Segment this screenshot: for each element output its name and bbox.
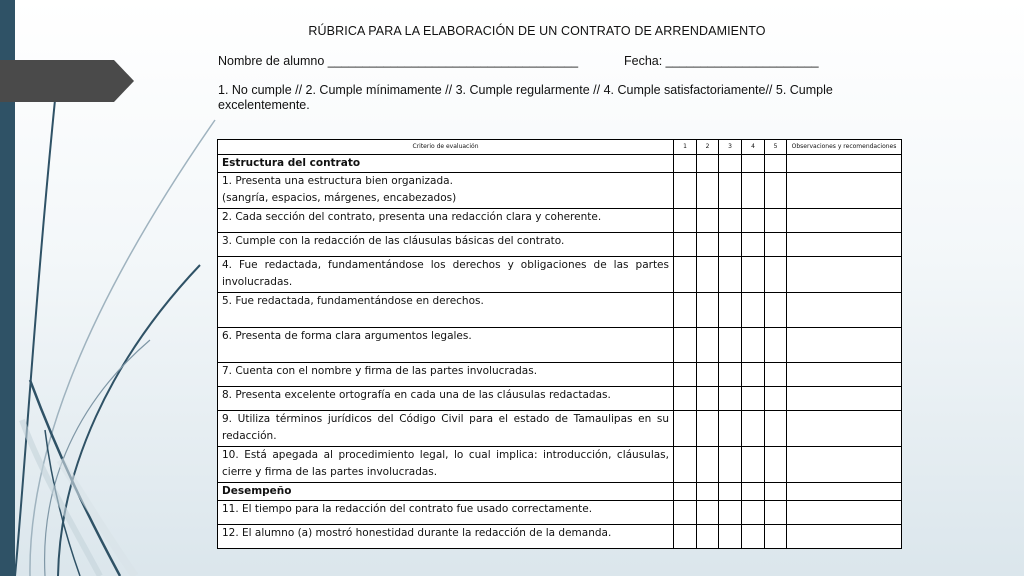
score-cell[interactable] bbox=[742, 525, 765, 549]
score-cell[interactable] bbox=[719, 411, 742, 447]
table-row bbox=[218, 501, 902, 525]
score-cell[interactable] bbox=[697, 293, 719, 328]
criterion-subtext: (sangría, espacios, márgenes, encabezados) bbox=[222, 192, 457, 204]
score-cell[interactable] bbox=[742, 155, 765, 173]
score-cell[interactable] bbox=[719, 387, 742, 411]
score-cell[interactable] bbox=[697, 501, 719, 525]
score-cell[interactable] bbox=[742, 328, 765, 363]
header-score-5: 5 bbox=[765, 140, 787, 155]
criterion-cell: 6. Presenta de forma clara argumentos legales. bbox=[218, 328, 674, 363]
score-cell[interactable] bbox=[674, 328, 697, 363]
header-score-2: 2 bbox=[697, 140, 719, 155]
score-cell[interactable] bbox=[765, 411, 787, 447]
table-row bbox=[218, 525, 902, 549]
rubric-table bbox=[217, 139, 902, 549]
score-cell[interactable] bbox=[719, 328, 742, 363]
score-cell[interactable] bbox=[674, 155, 697, 173]
criterion-cell: 11. El tiempo para la redacción del contrato fue usado correctamente. bbox=[218, 501, 674, 525]
observations-cell[interactable] bbox=[787, 328, 902, 363]
score-cell[interactable] bbox=[674, 173, 697, 209]
score-cell[interactable] bbox=[742, 233, 765, 257]
score-cell[interactable] bbox=[765, 387, 787, 411]
score-cell[interactable] bbox=[674, 411, 697, 447]
score-cell[interactable] bbox=[765, 155, 787, 173]
score-cell[interactable] bbox=[742, 363, 765, 387]
criterion-cell: 5. Fue redactada, fundamentándose en derechos. bbox=[218, 293, 674, 328]
table-header-row bbox=[218, 140, 902, 155]
score-cell[interactable] bbox=[697, 411, 719, 447]
date-label: Fecha: ______________________ bbox=[624, 54, 819, 68]
score-cell[interactable] bbox=[765, 293, 787, 328]
score-cell[interactable] bbox=[674, 363, 697, 387]
table-row bbox=[218, 447, 902, 483]
score-cell[interactable] bbox=[697, 328, 719, 363]
score-cell[interactable] bbox=[742, 173, 765, 209]
score-cell[interactable] bbox=[765, 483, 787, 501]
score-cell[interactable] bbox=[742, 447, 765, 483]
score-cell[interactable] bbox=[742, 209, 765, 233]
score-cell[interactable] bbox=[697, 209, 719, 233]
student-name-line bbox=[218, 54, 819, 68]
section-title: Estructura del contrato bbox=[218, 155, 674, 173]
decorative-tab-shape bbox=[0, 60, 134, 102]
score-cell[interactable] bbox=[742, 483, 765, 501]
criterion-cell: 9. Utiliza términos jurídicos del Código Civil para el estado de Tamaulipas en su redacción. bbox=[218, 411, 674, 447]
table-row bbox=[218, 411, 902, 447]
score-cell[interactable] bbox=[674, 525, 697, 549]
score-cell[interactable] bbox=[765, 173, 787, 209]
score-cell[interactable] bbox=[742, 411, 765, 447]
score-cell[interactable] bbox=[765, 447, 787, 483]
score-cell[interactable] bbox=[674, 387, 697, 411]
score-cell[interactable] bbox=[719, 209, 742, 233]
page-title: RÚBRICA PARA LA ELABORACIÓN DE UN CONTRATO DE ARRENDAMIENTO bbox=[308, 24, 766, 38]
criterion-cell: 7. Cuenta con el nombre y firma de las partes involucradas. bbox=[218, 363, 674, 387]
score-cell[interactable] bbox=[674, 233, 697, 257]
score-cell[interactable] bbox=[719, 363, 742, 387]
criterion-cell bbox=[218, 173, 674, 209]
observations-cell[interactable] bbox=[787, 173, 902, 209]
header-criterion: Criterio de evaluación bbox=[218, 140, 674, 155]
score-cell[interactable] bbox=[674, 501, 697, 525]
score-cell[interactable] bbox=[719, 233, 742, 257]
score-cell[interactable] bbox=[697, 173, 719, 209]
criterion-cell: 2. Cada sección del contrato, presenta una redacción clara y coherente. bbox=[218, 209, 674, 233]
section-row bbox=[218, 155, 902, 173]
score-cell[interactable] bbox=[765, 501, 787, 525]
score-cell[interactable] bbox=[765, 363, 787, 387]
observations-cell[interactable] bbox=[787, 483, 902, 501]
table-row bbox=[218, 173, 902, 209]
observations-cell[interactable] bbox=[787, 209, 902, 233]
score-cell[interactable] bbox=[697, 447, 719, 483]
observations-cell[interactable] bbox=[787, 233, 902, 257]
observations-cell[interactable] bbox=[787, 155, 902, 173]
criterion-cell: 4. Fue redactada, fundamentándose los derechos y obligaciones de las partes involucradas. bbox=[218, 257, 674, 293]
table-row bbox=[218, 257, 902, 293]
score-cell[interactable] bbox=[742, 257, 765, 293]
score-cell[interactable] bbox=[674, 257, 697, 293]
score-cell[interactable] bbox=[765, 257, 787, 293]
score-cell[interactable] bbox=[765, 328, 787, 363]
observations-cell[interactable] bbox=[787, 411, 902, 447]
criterion-cell: 3. Cumple con la redacción de las cláusulas básicas del contrato. bbox=[218, 233, 674, 257]
observations-cell[interactable] bbox=[787, 447, 902, 483]
score-cell[interactable] bbox=[674, 483, 697, 501]
score-cell[interactable] bbox=[697, 233, 719, 257]
observations-cell[interactable] bbox=[787, 387, 902, 411]
score-cell[interactable] bbox=[697, 483, 719, 501]
score-cell[interactable] bbox=[719, 257, 742, 293]
rating-scale-legend: 1. No cumple // 2. Cumple mínimamente // 3. Cumple regularmente // 4. Cumple satisfactoriamente// 5. Cumple excelentemente. bbox=[218, 83, 833, 112]
table-row bbox=[218, 293, 902, 328]
score-cell[interactable] bbox=[719, 293, 742, 328]
student-name-label: Nombre de alumno ____________________________________ bbox=[218, 54, 579, 68]
header-observations: Observaciones y recomendaciones bbox=[787, 140, 902, 155]
score-cell[interactable] bbox=[765, 209, 787, 233]
observations-cell[interactable] bbox=[787, 293, 902, 328]
score-cell[interactable] bbox=[742, 501, 765, 525]
section-title: Desempeño bbox=[218, 483, 674, 501]
criterion-cell: 10. Está apegada al procedimiento legal, lo cual implica: introducción, cláusulas, cierre y firma de las partes involucradas. bbox=[218, 447, 674, 483]
score-cell[interactable] bbox=[697, 363, 719, 387]
observations-cell[interactable] bbox=[787, 257, 902, 293]
criterion-cell: 8. Presenta excelente ortografía en cada una de las cláusulas redactadas. bbox=[218, 387, 674, 411]
score-cell[interactable] bbox=[674, 209, 697, 233]
score-cell[interactable] bbox=[719, 155, 742, 173]
score-cell[interactable] bbox=[765, 233, 787, 257]
criterion-text: 1. Presenta una estructura bien organizada. bbox=[222, 175, 453, 187]
header-score-4: 4 bbox=[742, 140, 765, 155]
criterion-cell: 12. El alumno (a) mostró honestidad durante la redacción de la demanda. bbox=[218, 525, 674, 549]
score-cell[interactable] bbox=[719, 447, 742, 483]
score-cell[interactable] bbox=[742, 387, 765, 411]
observations-cell[interactable] bbox=[787, 363, 902, 387]
table-row bbox=[218, 387, 902, 411]
observations-cell[interactable] bbox=[787, 501, 902, 525]
score-cell[interactable] bbox=[697, 155, 719, 173]
score-cell[interactable] bbox=[765, 525, 787, 549]
score-cell[interactable] bbox=[742, 293, 765, 328]
score-cell[interactable] bbox=[719, 525, 742, 549]
score-cell[interactable] bbox=[697, 257, 719, 293]
table-row bbox=[218, 363, 902, 387]
table-row bbox=[218, 209, 902, 233]
score-cell[interactable] bbox=[719, 173, 742, 209]
observations-cell[interactable] bbox=[787, 525, 902, 549]
score-cell[interactable] bbox=[697, 525, 719, 549]
score-cell[interactable] bbox=[697, 387, 719, 411]
score-cell[interactable] bbox=[674, 447, 697, 483]
table-row bbox=[218, 233, 902, 257]
score-cell[interactable] bbox=[719, 501, 742, 525]
table-row bbox=[218, 328, 902, 363]
score-cell[interactable] bbox=[674, 293, 697, 328]
score-cell[interactable] bbox=[719, 483, 742, 501]
section-row bbox=[218, 483, 902, 501]
header-score-1: 1 bbox=[674, 140, 697, 155]
header-score-3: 3 bbox=[719, 140, 742, 155]
